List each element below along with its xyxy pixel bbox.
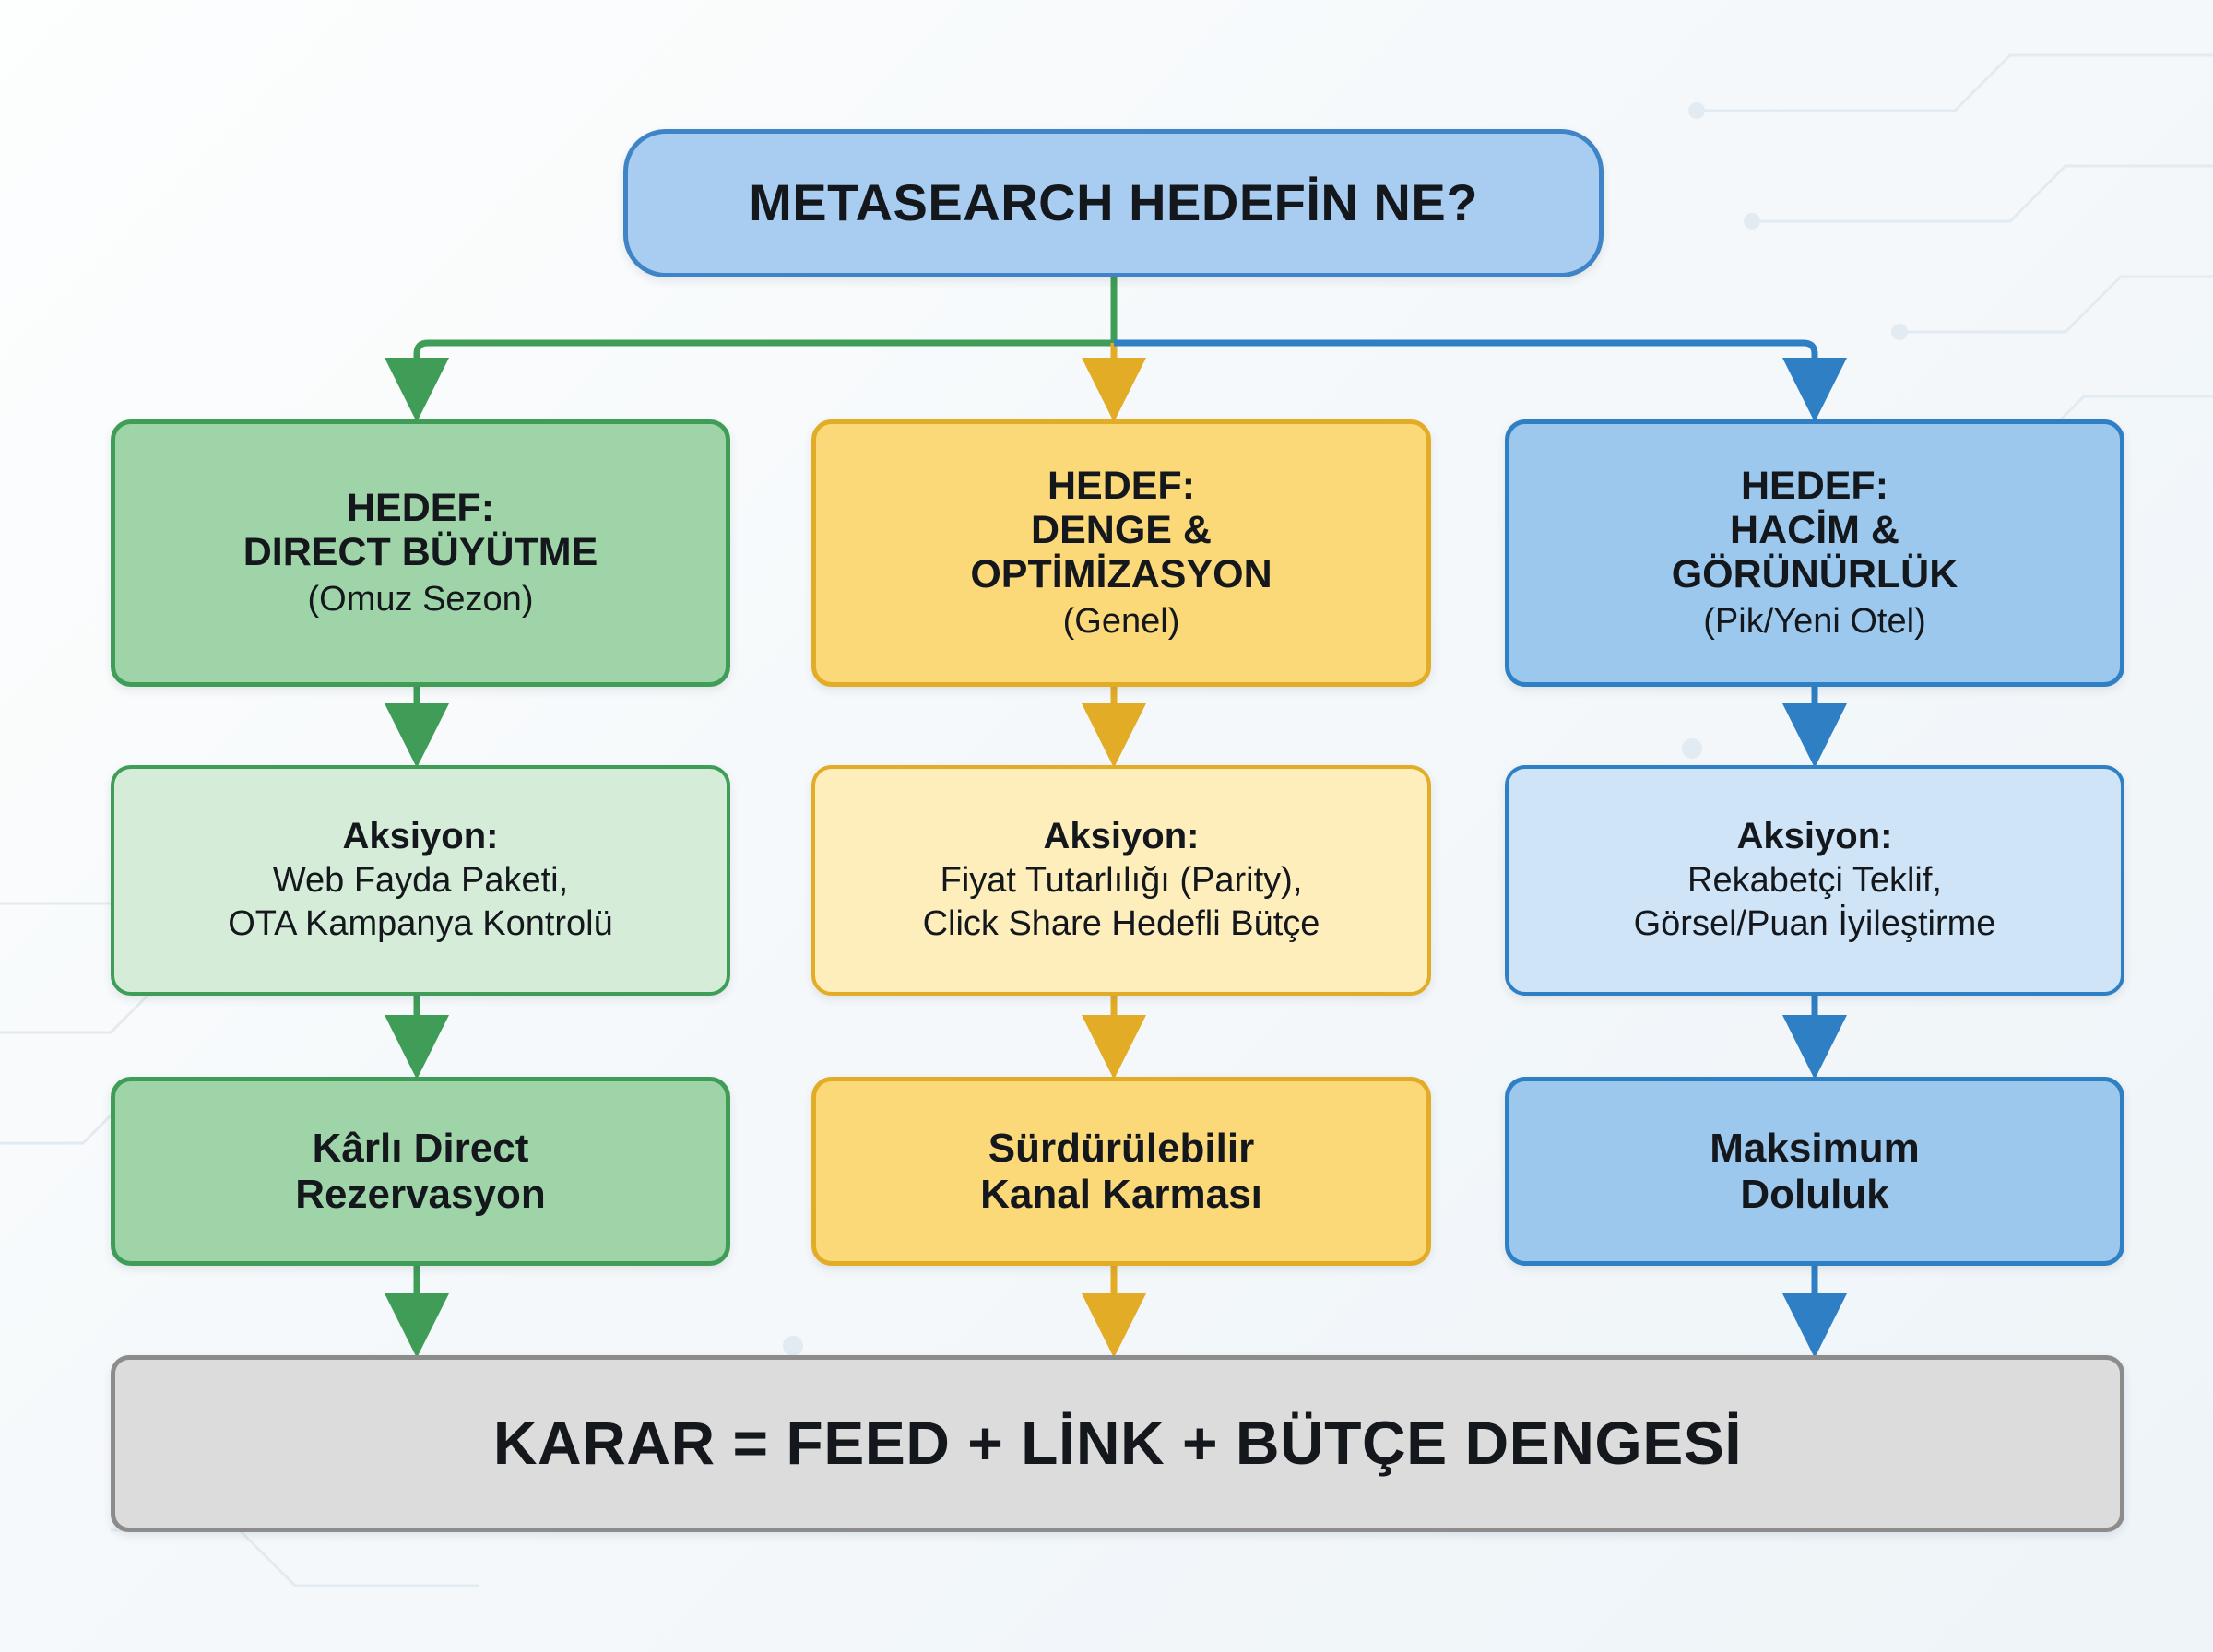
outcome-line1: Maksimum bbox=[1710, 1126, 1920, 1172]
outcome-line1: Kârlı Direct bbox=[312, 1126, 529, 1172]
goal-title-line1: HEDEF: bbox=[346, 486, 495, 530]
conclusion-label: KARAR = FEED + LİNK + BÜTÇE DENGESİ bbox=[492, 1409, 1743, 1478]
goal-title-line1: HEDEF: bbox=[1047, 463, 1196, 508]
action-node-direct-buyutme bbox=[111, 765, 730, 996]
outcome-line2: Rezervasyon bbox=[295, 1171, 546, 1217]
action-title: Aksiyon: bbox=[342, 815, 499, 856]
outcome-line2: Kanal Karması bbox=[980, 1171, 1262, 1217]
action-node-denge-optimizasyon bbox=[811, 765, 1431, 996]
action-line1: Rekabetçi Teklif, bbox=[1687, 860, 1942, 900]
goal-node-hacim-gorunurluk bbox=[1505, 419, 2124, 687]
goal-title-line1: HEDEF: bbox=[1740, 463, 1889, 508]
goal-subtitle: (Omuz Sezon) bbox=[307, 580, 534, 620]
action-title: Aksiyon: bbox=[1736, 815, 1893, 856]
root-question-node bbox=[623, 129, 1604, 277]
action-line2: OTA Kampanya Kontrolü bbox=[228, 904, 613, 944]
goal-title-line3: GÖRÜNÜRLÜK bbox=[1671, 552, 1959, 597]
conclusion-node bbox=[111, 1355, 2124, 1532]
outcome-node-maksimum-doluluk bbox=[1505, 1077, 2124, 1266]
goal-node-denge-optimizasyon bbox=[811, 419, 1431, 687]
outcome-node-surdurulebilir-kanal-karmasi bbox=[811, 1077, 1431, 1266]
action-line1: Web Fayda Paketi, bbox=[272, 860, 569, 900]
goal-subtitle: (Genel) bbox=[1062, 602, 1180, 642]
goal-title-line2: HACİM & bbox=[1730, 508, 1899, 553]
action-node-hacim-gorunurluk bbox=[1505, 765, 2124, 996]
goal-subtitle: (Pik/Yeni Otel) bbox=[1703, 602, 1926, 642]
goal-title-line2: DENGE & bbox=[1031, 508, 1212, 553]
goal-node-direct-buyutme bbox=[111, 419, 730, 687]
root-question-label: METASEARCH HEDEFİN NE? bbox=[749, 173, 1478, 232]
outcome-node-karli-direct-rezervasyon bbox=[111, 1077, 730, 1266]
action-line2: Click Share Hedefli Bütçe bbox=[922, 904, 1320, 944]
outcome-line2: Doluluk bbox=[1740, 1171, 1889, 1217]
action-title: Aksiyon: bbox=[1043, 815, 1200, 856]
action-line2: Görsel/Puan İyileştirme bbox=[1633, 904, 1996, 944]
outcome-line1: Sürdürülebilir bbox=[988, 1126, 1255, 1172]
goal-title-line2: DIRECT BÜYÜTME bbox=[243, 530, 598, 575]
goal-title-line3: OPTİMİZASYON bbox=[970, 552, 1272, 597]
action-line1: Fiyat Tutarlılığı (Parity), bbox=[940, 860, 1303, 900]
